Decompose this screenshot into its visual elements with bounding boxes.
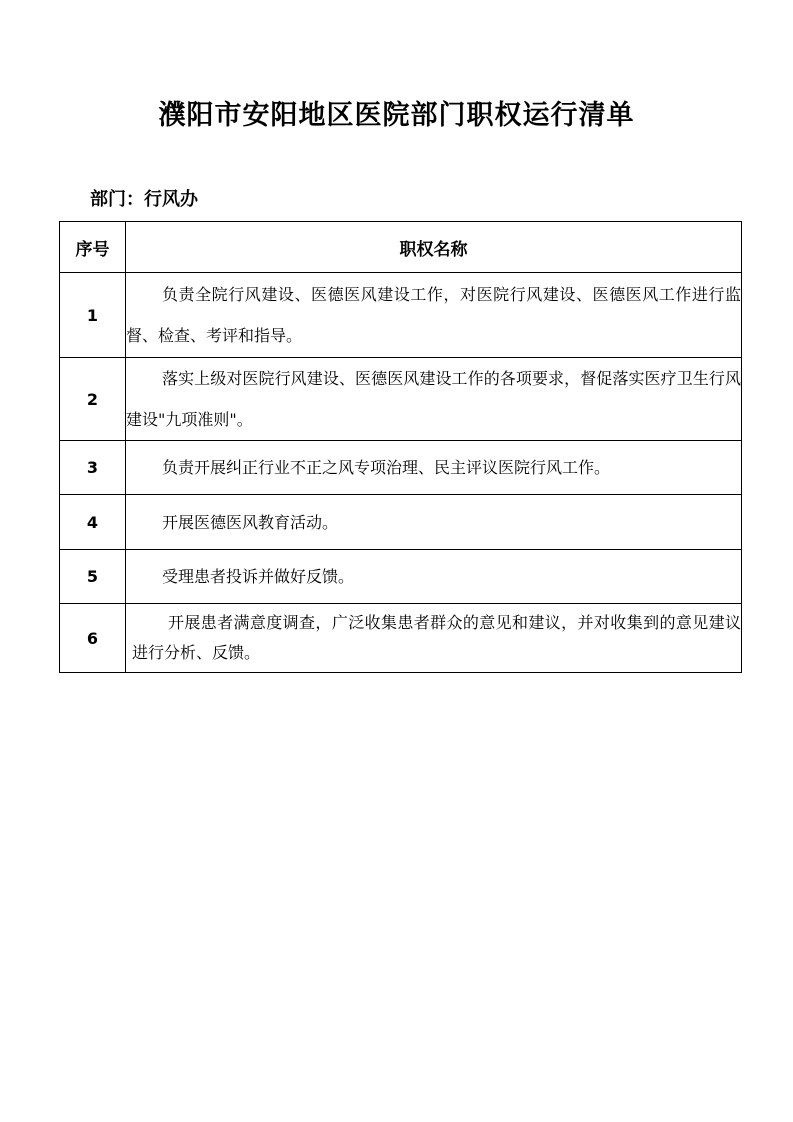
table-row — [60, 550, 742, 604]
row-number: 4 — [60, 495, 126, 550]
department-line — [90, 187, 198, 213]
row-number: 6 — [60, 604, 126, 673]
row-duty: 受理患者投诉并做好反馈。 — [126, 550, 742, 604]
table-row — [60, 358, 742, 441]
table-row — [60, 495, 742, 550]
row-duty: 开展医德医风教育活动。 — [126, 495, 742, 550]
row-number: 3 — [60, 441, 126, 495]
table-header-row — [60, 222, 742, 273]
row-number: 2 — [60, 358, 126, 441]
table-row — [60, 441, 742, 495]
department-label: 部门： — [90, 189, 144, 210]
page-title: 濮阳市安阳地区医院部门职权运行清单 — [158, 100, 635, 131]
row-duty: 落实上级对医院行风建设、医德医风建设工作的各项要求，督促落实医疗卫生行风建设"九项准则"。 — [126, 358, 742, 441]
row-number: 5 — [60, 550, 126, 604]
row-duty: 开展患者满意度调查，广泛收集患者群众的意见和建议，并对收集到的意见建议进行分析、反馈。 — [126, 604, 742, 673]
table-row — [60, 604, 742, 673]
row-duty: 负责全院行风建设、医德医风建设工作，对医院行风建设、医德医风工作进行监督、检查、考评和指导。 — [126, 273, 742, 358]
header-number: 序号 — [60, 222, 126, 273]
table-row — [60, 273, 742, 358]
row-number: 1 — [60, 273, 126, 358]
row-duty: 负责开展纠正行业不正之风专项治理、民主评议医院行风工作。 — [126, 441, 742, 495]
department-name: 行风办 — [144, 189, 198, 210]
header-duty: 职权名称 — [126, 222, 742, 273]
duty-table — [59, 221, 742, 673]
